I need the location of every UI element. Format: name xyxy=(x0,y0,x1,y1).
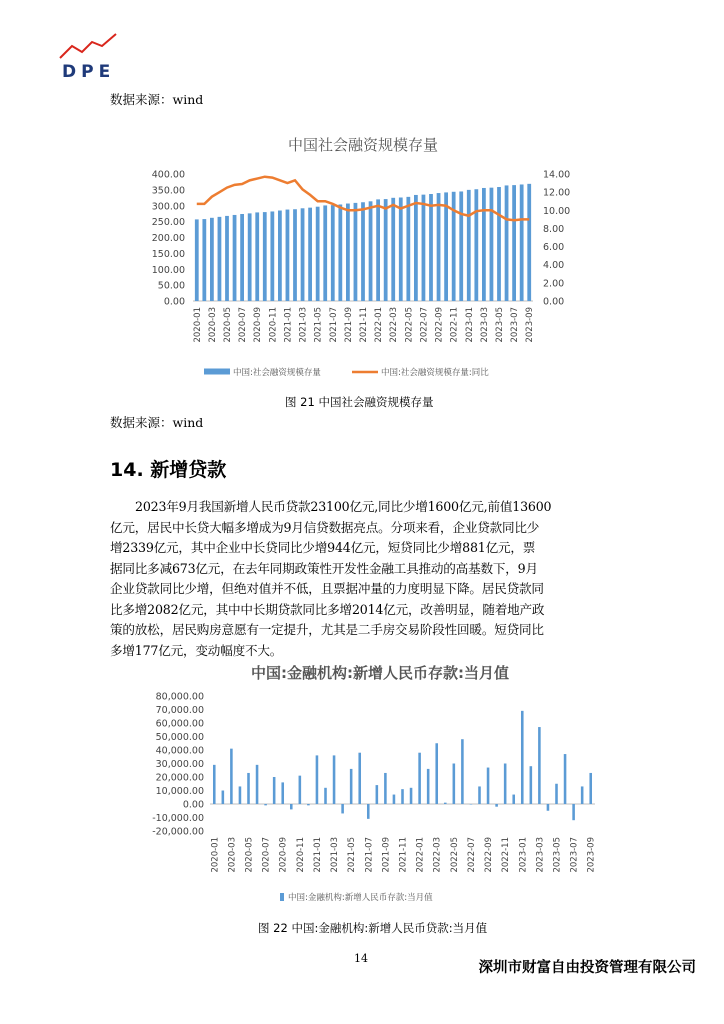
bar-social-financing-stock xyxy=(308,208,312,301)
paragraph-line: 比多增2082亿元，其中中长期贷款同比多增2014亿元，改善明显，随着地产政 xyxy=(110,601,545,617)
x-tick-label: 2021-01 xyxy=(283,307,294,343)
bar-social-financing-stock xyxy=(422,195,426,301)
bar-new-deposits xyxy=(581,786,584,804)
bar-social-financing-stock xyxy=(255,212,259,301)
x-tick-label: 2021-03 xyxy=(330,837,341,873)
y-left-tick-label: 350.00 xyxy=(151,185,185,197)
legend-label: 中国:社会融资规模存量 xyxy=(233,368,321,378)
x-tick-label: 2020-03 xyxy=(227,837,238,873)
bar-social-financing-stock xyxy=(270,211,274,301)
x-tick-label: 2022-05 xyxy=(404,307,415,343)
x-tick-label: 2020-01 xyxy=(210,837,221,873)
x-tick-label: 2022-07 xyxy=(466,837,477,873)
x-tick-label: 2023-01 xyxy=(464,307,475,343)
bar-social-financing-stock xyxy=(331,205,335,301)
bar-social-financing-stock xyxy=(293,209,297,301)
y-tick-label: 80,000.00 xyxy=(155,691,204,703)
bar-social-financing-stock xyxy=(225,216,229,301)
x-tick-label: 2021-03 xyxy=(298,307,309,343)
y-right-tick-label: 14.00 xyxy=(543,169,571,181)
x-tick-label: 2020-05 xyxy=(223,307,233,343)
bar-social-financing-stock xyxy=(354,203,358,301)
bar-new-deposits xyxy=(290,804,293,809)
bar-social-financing-stock xyxy=(490,188,494,301)
x-tick-label: 2022-07 xyxy=(419,307,430,343)
x-tick-label: 2022-11 xyxy=(501,837,512,873)
bar-social-financing-stock xyxy=(338,204,342,301)
bar-social-financing-stock xyxy=(384,199,388,301)
bar-social-financing-stock xyxy=(459,191,463,301)
bar-new-deposits xyxy=(316,755,319,804)
bar-new-deposits xyxy=(470,804,473,805)
bar-new-deposits xyxy=(222,791,225,805)
x-tick-label: 2022-09 xyxy=(484,837,495,873)
bar-social-financing-stock xyxy=(474,189,478,301)
bar-new-deposits xyxy=(213,765,216,804)
bar-social-financing-stock xyxy=(437,193,441,301)
bar-new-deposits xyxy=(504,764,507,805)
y-tick-label: 60,000.00 xyxy=(155,718,204,730)
y-right-tick-label: 12.00 xyxy=(543,187,571,199)
y-left-tick-label: 300.00 xyxy=(151,201,185,213)
bar-new-deposits xyxy=(589,773,592,804)
bar-new-deposits xyxy=(376,785,379,804)
x-tick-label: 2023-07 xyxy=(510,307,521,343)
bar-social-financing-stock xyxy=(369,201,373,301)
bar-new-deposits xyxy=(350,769,353,804)
x-tick-label: 2022-11 xyxy=(449,307,460,343)
x-tick-label: 2023-01 xyxy=(518,837,529,873)
bar-new-deposits xyxy=(367,804,370,819)
legend-swatch-bar xyxy=(204,369,230,375)
bar-new-deposits xyxy=(435,743,438,804)
bar-social-financing-stock xyxy=(467,190,471,301)
bar-new-deposits xyxy=(264,804,267,805)
y-right-tick-label: 4.00 xyxy=(543,260,565,272)
bar-social-financing-stock xyxy=(399,197,403,301)
bar-new-deposits xyxy=(547,804,550,811)
y-tick-label: -10,000.00 xyxy=(152,813,204,824)
y-left-tick-label: 250.00 xyxy=(151,217,185,229)
bar-new-deposits xyxy=(239,786,242,804)
bar-new-deposits xyxy=(555,784,558,804)
bar-social-financing-stock xyxy=(233,215,237,301)
bar-social-financing-stock xyxy=(391,198,395,301)
y-tick-label: 70,000.00 xyxy=(155,705,204,716)
bar-new-deposits xyxy=(299,776,302,804)
x-tick-label: 2021-11 xyxy=(398,837,409,873)
logo-text: DPE xyxy=(62,62,116,82)
x-tick-label: 2021-09 xyxy=(381,837,392,873)
x-tick-label: 2023-05 xyxy=(552,837,563,873)
bar-new-deposits xyxy=(393,795,396,804)
bar-social-financing-stock xyxy=(202,219,206,301)
x-tick-label: 2023-03 xyxy=(535,837,546,873)
x-tick-label: 2021-07 xyxy=(328,307,339,343)
y-right-tick-label: 0.00 xyxy=(543,296,565,308)
bar-new-deposits xyxy=(307,804,310,805)
page-number: 14 xyxy=(354,952,368,965)
x-tick-label: 2020-05 xyxy=(244,837,255,873)
y-right-tick-label: 8.00 xyxy=(543,223,565,235)
x-tick-label: 2021-07 xyxy=(364,837,375,873)
x-tick-label: 2022-01 xyxy=(415,837,426,873)
x-tick-label: 2021-09 xyxy=(343,307,354,343)
y-right-tick-label: 10.00 xyxy=(543,205,571,217)
bar-new-deposits xyxy=(444,803,447,804)
bar-social-financing-stock xyxy=(361,202,365,301)
x-tick-label: 2022-01 xyxy=(374,307,385,343)
y-left-tick-label: 200.00 xyxy=(151,233,185,244)
new-deposits-chart xyxy=(150,658,610,908)
y-left-tick-label: 0.00 xyxy=(163,296,185,308)
y-tick-label: -20,000.00 xyxy=(152,826,204,838)
bar-new-deposits xyxy=(401,789,404,804)
bar-social-financing-stock xyxy=(316,207,320,301)
bar-new-deposits xyxy=(487,768,490,804)
x-tick-label: 2021-01 xyxy=(312,837,323,873)
bar-social-financing-stock xyxy=(301,208,305,301)
x-tick-label: 2020-09 xyxy=(253,307,264,343)
y-tick-label: 0.00 xyxy=(182,799,204,811)
bar-social-financing-stock xyxy=(195,219,199,301)
paragraph-line: 多增177亿元，变动幅度不大。 xyxy=(110,642,283,658)
x-tick-label: 2020-09 xyxy=(278,837,289,873)
bar-social-financing-stock xyxy=(482,188,486,301)
logo-swoosh xyxy=(60,34,116,58)
paragraph-line: 增2339亿元，其中企业中长贷同比少增944亿元，短贷同比少增881亿元，票 xyxy=(110,540,536,555)
y-tick-label: 40,000.00 xyxy=(155,745,204,757)
y-tick-label: 10,000.00 xyxy=(155,786,204,797)
bar-new-deposits xyxy=(495,804,498,807)
bar-social-financing-stock xyxy=(210,218,214,301)
bar-new-deposits xyxy=(521,711,524,804)
data-source-label: 数据来源：wind xyxy=(110,92,204,107)
bar-social-financing-stock xyxy=(505,185,509,301)
bar-social-financing-stock xyxy=(527,184,531,301)
logo-graphic xyxy=(58,30,128,64)
bar-social-financing-stock xyxy=(429,194,433,301)
bar-new-deposits xyxy=(512,795,515,804)
x-tick-label: 2020-11 xyxy=(295,837,306,873)
y-right-tick-label: 6.00 xyxy=(543,242,565,254)
x-tick-label: 2020-07 xyxy=(261,837,272,873)
chart-title: 中国社会融资规模存量 xyxy=(287,136,439,154)
bar-social-financing-stock xyxy=(248,213,252,301)
legend-label: 中国:金融机构:新增人民币存款:当月值 xyxy=(288,893,433,903)
bar-new-deposits xyxy=(410,788,413,804)
bar-new-deposits xyxy=(564,754,567,804)
social-financing-chart xyxy=(138,128,598,388)
y-right-tick-label: 2.00 xyxy=(543,278,565,290)
x-tick-label: 2022-03 xyxy=(432,837,443,873)
y-left-tick-label: 100.00 xyxy=(151,264,185,276)
figure-22-caption: 图 22 中国:金融机构:新增人民币贷款:当月值 xyxy=(258,921,488,935)
x-tick-label: 2021-11 xyxy=(359,307,369,343)
x-tick-label: 2020-01 xyxy=(192,307,203,343)
bar-social-financing-stock xyxy=(286,210,290,301)
bar-social-financing-stock xyxy=(406,197,410,301)
paragraph-line: 企业贷款同比少增，但绝对值并不低，且票据冲量的力度明显下降。居民贷款同 xyxy=(110,581,544,596)
bar-new-deposits xyxy=(453,764,456,805)
x-tick-label: 2023-07 xyxy=(569,837,580,873)
bar-social-financing-stock xyxy=(218,217,222,301)
bar-new-deposits xyxy=(538,727,541,804)
bar-new-deposits xyxy=(572,804,575,820)
bar-social-financing-stock xyxy=(414,195,418,301)
y-tick-label: 50,000.00 xyxy=(155,732,204,743)
footer-company: 深圳市财富自由投资管理有限公司 xyxy=(478,959,696,976)
bar-social-financing-stock xyxy=(263,212,267,301)
legend-swatch-bar xyxy=(280,893,284,901)
chart-title: 中国:金融机构:新增人民币存款:当月值 xyxy=(251,664,509,682)
bar-new-deposits xyxy=(418,753,421,804)
y-left-tick-label: 50.00 xyxy=(157,280,185,292)
bar-social-financing-stock xyxy=(497,187,501,301)
bar-new-deposits xyxy=(341,804,344,813)
x-tick-label: 2021-05 xyxy=(347,837,358,873)
legend-label: 中国:社会融资规模存量:同比 xyxy=(381,368,489,378)
y-tick-label: 20,000.00 xyxy=(155,772,204,784)
x-tick-label: 2022-09 xyxy=(434,307,445,343)
y-left-tick-label: 150.00 xyxy=(151,248,185,260)
bar-social-financing-stock xyxy=(520,184,524,301)
bar-social-financing-stock xyxy=(444,192,448,301)
x-tick-label: 2022-03 xyxy=(389,307,400,343)
bar-new-deposits xyxy=(230,749,233,804)
bar-new-deposits xyxy=(358,753,361,804)
paragraph-line: 据同比多减673亿元，在去年同期政策性开发性金融工具推动的高基数下，9月 xyxy=(110,560,538,576)
x-tick-label: 2020-11 xyxy=(268,307,279,343)
bar-new-deposits xyxy=(478,786,481,804)
bar-new-deposits xyxy=(384,773,387,804)
bar-social-financing-stock xyxy=(240,214,244,301)
x-tick-label: 2020-07 xyxy=(238,307,249,343)
paragraph-line: 2023年9月我国新增人民币贷款23100亿元,同比少增1600亿元,前值13600 xyxy=(135,499,552,514)
y-left-tick-label: 400.00 xyxy=(151,169,185,181)
x-tick-label: 2022-05 xyxy=(449,837,460,873)
x-tick-label: 2021-05 xyxy=(313,307,324,343)
bar-social-financing-stock xyxy=(323,205,327,301)
paragraph-line: 策的放松，居民购房意愿有一定提升，尤其是二手房交易阶段性回暖。短贷同比 xyxy=(110,622,544,637)
body-paragraph xyxy=(110,497,614,661)
section-heading: 14. 新增贷款 xyxy=(110,459,227,481)
bar-new-deposits xyxy=(461,739,464,804)
bar-social-financing-stock xyxy=(346,204,350,301)
bar-new-deposits xyxy=(530,766,533,804)
x-tick-label: 2020-03 xyxy=(207,307,218,343)
bar-social-financing-stock xyxy=(278,211,282,301)
bar-new-deposits xyxy=(324,788,327,804)
bar-new-deposits xyxy=(333,755,336,804)
bar-social-financing-stock xyxy=(376,199,380,301)
x-tick-label: 2023-03 xyxy=(479,307,490,343)
bar-new-deposits xyxy=(273,777,276,804)
paragraph-line: 亿元，居民中长贷大幅多增成为9月信贷数据亮点。分项来看，企业贷款同比少 xyxy=(110,519,540,535)
bar-new-deposits xyxy=(281,782,284,804)
data-source-label: 数据来源：wind xyxy=(110,415,204,430)
figure-21-caption: 图 21 中国社会融资规模存量 xyxy=(285,395,434,409)
x-tick-label: 2023-09 xyxy=(525,307,536,343)
bar-new-deposits xyxy=(247,773,250,804)
x-tick-label: 2023-09 xyxy=(586,837,597,873)
y-tick-label: 30,000.00 xyxy=(155,759,204,770)
bar-new-deposits xyxy=(427,769,430,804)
x-tick-label: 2023-05 xyxy=(495,307,505,343)
bar-social-financing-stock xyxy=(512,185,516,301)
bar-new-deposits xyxy=(256,765,259,804)
